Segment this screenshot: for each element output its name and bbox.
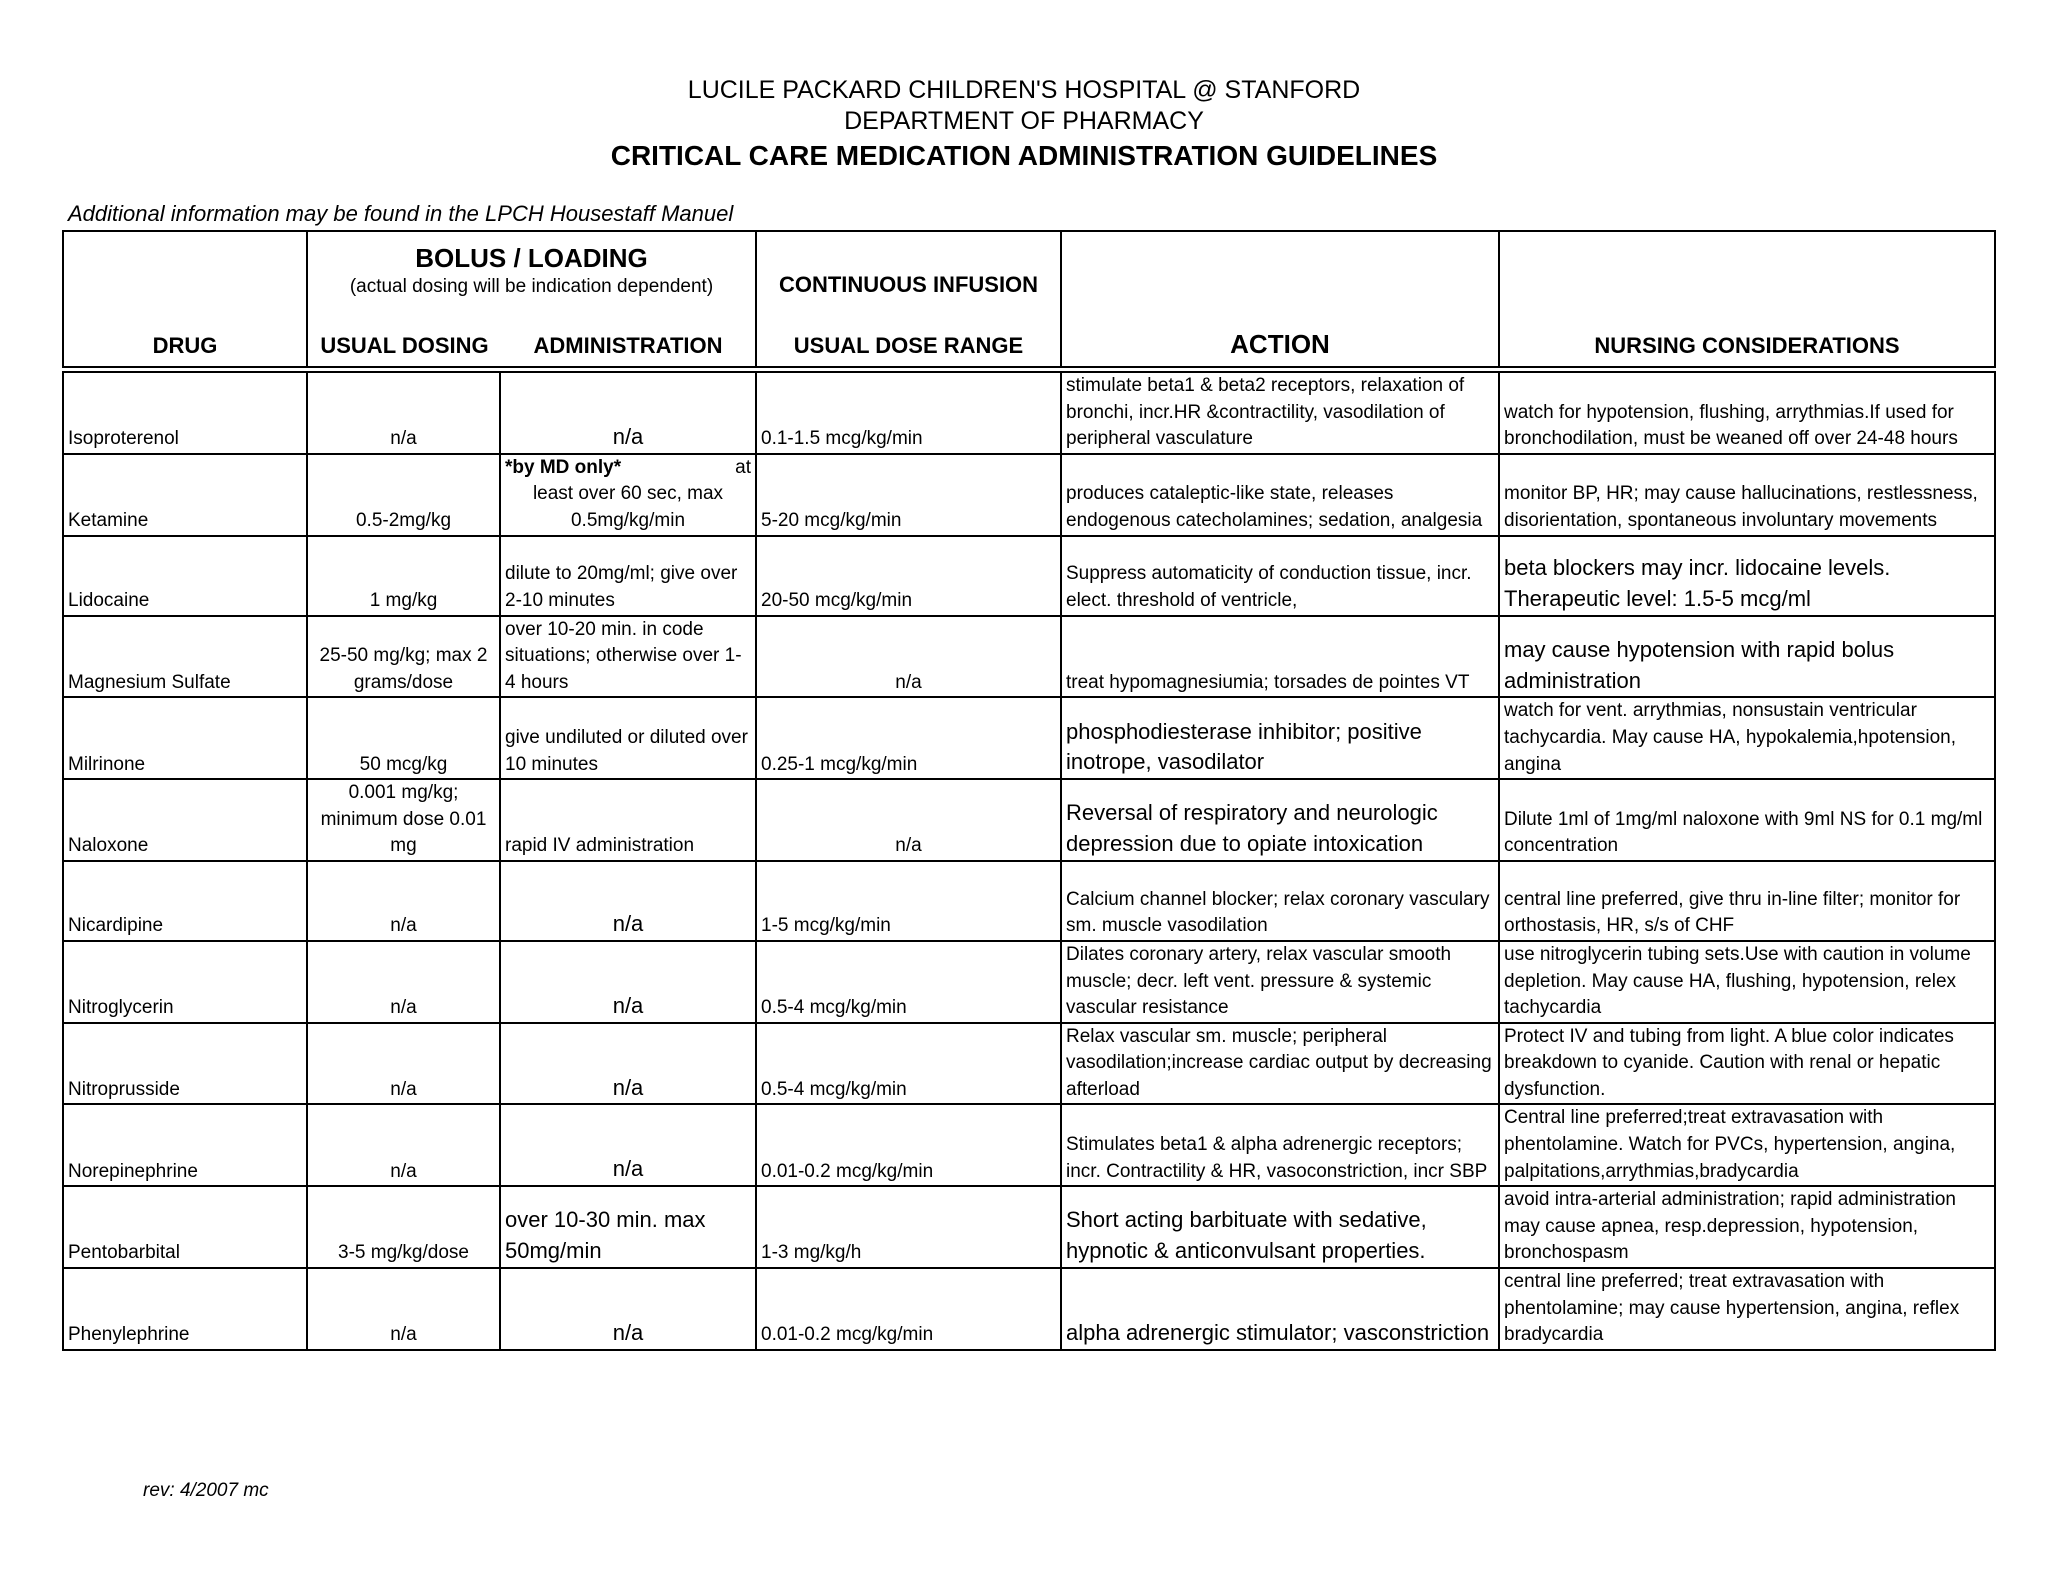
administration: n/a [500, 1104, 756, 1186]
drug-name: Nitroglycerin [63, 941, 307, 1023]
usual-dosing: n/a [307, 1104, 500, 1186]
col-header-continuous [756, 231, 1061, 370]
usual-dosing: n/a [307, 370, 500, 454]
administration: dilute to 20mg/ml; give over 2-10 minutes [500, 536, 756, 616]
hospital-name: LUCILE PACKARD CHILDREN'S HOSPITAL @ STANFORD [687, 76, 1361, 104]
usual-dosing: n/a [307, 1023, 500, 1105]
usual-dose-range: 0.01-0.2 mcg/kg/min [756, 1268, 1061, 1350]
drug-name: Norepinephrine [63, 1104, 307, 1186]
drug-name: Naloxone [63, 779, 307, 861]
nursing-considerations: may cause hypotension with rapid bolus administration [1499, 616, 1995, 698]
bolus-title: BOLUS / LOADING [415, 243, 648, 273]
usual-dose-range: n/a [756, 616, 1061, 698]
nursing-considerations: central line preferred; treat extravasation with phentolamine; may cause hypertension, angina, reflex bradycardia [1499, 1268, 1995, 1350]
medication-table [62, 230, 1996, 1351]
usual-dosing: 1 mg/kg [307, 536, 500, 616]
table-row [63, 697, 1995, 779]
col-header-administration: ADMINISTRATION [533, 333, 723, 359]
additional-info-note: Additional information may be found in the LPCH Housestaff Manuel [68, 201, 734, 226]
table-row [63, 616, 1995, 698]
drug-name: Lidocaine [63, 536, 307, 616]
action: Relax vascular sm. muscle; peripheral vasodilation;increase cardiac output by decreasing afterload [1061, 1023, 1499, 1105]
nursing-considerations: Central line preferred;treat extravasation with phentolamine. Watch for PVCs, hypertension, angina, palpitations,arrythmias,bradycardia [1499, 1104, 1995, 1186]
table-row [63, 454, 1995, 536]
table-row [63, 1268, 1995, 1350]
nursing-considerations: avoid intra-arterial administration; rapid administration may cause apnea, resp.depression, hypotension, bronchospasm [1499, 1186, 1995, 1268]
drug-name: Isoproterenol [63, 370, 307, 454]
table-row [63, 1023, 1995, 1105]
administration: over 10-20 min. in code situations; otherwise over 1-4 hours [500, 616, 756, 698]
drug-name: Magnesium Sulfate [63, 616, 307, 698]
nursing-considerations: central line preferred, give thru in-line filter; monitor for orthostasis, HR, s/s of CHF [1499, 861, 1995, 941]
administration: n/a [500, 370, 756, 454]
drug-name: Pentobarbital [63, 1186, 307, 1268]
header-row [63, 231, 1995, 370]
col-header-nursing: NURSING CONSIDERATIONS [1499, 231, 1995, 370]
md-only-note: *by MD only* [505, 456, 622, 478]
action: phosphodiesterase inhibitor; positive inotrope, vasodilator [1061, 697, 1499, 779]
administration-detail: least over 60 sec, max 0.5mg/kg/min [532, 483, 724, 531]
drug-name: Ketamine [63, 454, 307, 536]
nursing-considerations: monitor BP, HR; may cause hallucinations, restlessness, disorientation, spontaneous involuntary movements [1499, 454, 1995, 536]
usual-dose-range: 0.5-4 mcg/kg/min [756, 941, 1061, 1023]
usual-dosing: 50 mcg/kg [307, 697, 500, 779]
action: Calcium channel blocker; relax coronary vasculary sm. muscle vasodilation [1061, 861, 1499, 941]
col-header-action: ACTION [1061, 231, 1499, 370]
usual-dose-range: 5-20 mcg/kg/min [756, 454, 1061, 536]
col-header-bolus [307, 231, 756, 370]
usual-dose-range: 1-3 mg/kg/h [756, 1186, 1061, 1268]
col-header-usual-dosing: USUAL DOSING [320, 333, 489, 359]
department-name: DEPARTMENT OF PHARMACY [844, 107, 1204, 135]
continuous-title: CONTINUOUS INFUSION [778, 272, 1039, 297]
administration: n/a [500, 861, 756, 941]
usual-dosing: n/a [307, 941, 500, 1023]
table-row [63, 941, 1995, 1023]
drug-name: Nicardipine [63, 861, 307, 941]
nursing-considerations: Dilute 1ml of 1mg/ml naloxone with 9ml NS for 0.1 mg/ml concentration [1499, 779, 1995, 861]
usual-dosing: 0.001 mg/kg; minimum dose 0.01 mg [307, 779, 500, 861]
table-row [63, 1186, 1995, 1268]
usual-dosing: 0.5-2mg/kg [307, 454, 500, 536]
action: Short acting barbituate with sedative, hypnotic & anticonvulsant properties. [1061, 1186, 1499, 1268]
table-row [63, 1104, 1995, 1186]
usual-dose-range: 1-5 mcg/kg/min [756, 861, 1061, 941]
nursing-considerations: use nitroglycerin tubing sets.Use with caution in volume depletion. May cause HA, flushing, hypotension, relex tachycardia [1499, 941, 1995, 1023]
usual-dose-range: 20-50 mcg/kg/min [756, 536, 1061, 616]
usual-dose-range: 0.25-1 mcg/kg/min [756, 697, 1061, 779]
usual-dosing: 25-50 mg/kg; max 2 grams/dose [307, 616, 500, 698]
nursing-considerations: beta blockers may incr. lidocaine levels. Therapeutic level: 1.5-5 mcg/ml [1499, 536, 1995, 616]
nursing-considerations: watch for vent. arrythmias, nonsustain ventricular tachycardia. May cause HA, hypokalemia,hpotension, angina [1499, 697, 1995, 779]
action: stimulate beta1 & beta2 receptors, relaxation of bronchi, incr.HR &contractility, vasodilation of peripheral vasculature [1061, 370, 1499, 454]
drug-name: Phenylephrine [63, 1268, 307, 1350]
usual-dose-range: n/a [756, 779, 1061, 861]
usual-dosing: n/a [307, 861, 500, 941]
drug-name: Nitroprusside [63, 1023, 307, 1105]
administration: n/a [500, 1268, 756, 1350]
action: Reversal of respiratory and neurologic depression due to opiate intoxication [1061, 779, 1499, 861]
action: alpha adrenergic stimulator; vasconstriction [1061, 1268, 1499, 1350]
administration: rapid IV administration [500, 779, 756, 861]
table-row [63, 370, 1995, 454]
administration: n/a [500, 1023, 756, 1105]
action: Dilates coronary artery, relax vascular smooth muscle; decr. left vent. pressure & systemic vascular resistance [1061, 941, 1499, 1023]
administration: n/a [500, 941, 756, 1023]
table-row [63, 861, 1995, 941]
usual-dose-range: 0.01-0.2 mcg/kg/min [756, 1104, 1061, 1186]
administration [500, 454, 756, 536]
drug-name: Milrinone [63, 697, 307, 779]
col-header-usual-dose-range: USUAL DOSE RANGE [793, 333, 1024, 359]
bolus-subtitle: (actual dosing will be indication dependent) [349, 276, 714, 297]
revision-note: rev: 4/2007 mc [143, 1480, 269, 1501]
action: produces cataleptic-like state, releases endogenous catecholamines; sedation, analgesia [1061, 454, 1499, 536]
col-header-drug: DRUG [63, 231, 307, 370]
action: Stimulates beta1 & alpha adrenergic receptors; incr. Contractility & HR, vasoconstriction, incr SBP [1061, 1104, 1499, 1186]
usual-dose-range: 0.1-1.5 mcg/kg/min [756, 370, 1061, 454]
table-row [63, 779, 1995, 861]
action: treat hypomagnesiumia; torsades de pointes VT [1061, 616, 1499, 698]
action: Suppress automaticity of conduction tissue, incr. elect. threshold of ventricle, [1061, 536, 1499, 616]
usual-dose-range: 0.5-4 mcg/kg/min [756, 1023, 1061, 1105]
administration: give undiluted or diluted over 10 minutes [500, 697, 756, 779]
nursing-considerations: watch for hypotension, flushing, arrythmias.If used for bronchodilation, must be weaned off over 24-48 hours [1499, 370, 1995, 454]
administration: over 10-30 min. max 50mg/min [500, 1186, 756, 1268]
usual-dosing: 3-5 mg/kg/dose [307, 1186, 500, 1268]
nursing-considerations: Protect IV and tubing from light. A blue color indicates breakdown to cyanide. Caution with renal or hepatic dysfunction. [1499, 1023, 1995, 1105]
usual-dosing: n/a [307, 1268, 500, 1350]
administration-at: at [735, 456, 751, 478]
table-row [63, 536, 1995, 616]
page-title: CRITICAL CARE MEDICATION ADMINISTRATION GUIDELINES [610, 140, 1438, 171]
